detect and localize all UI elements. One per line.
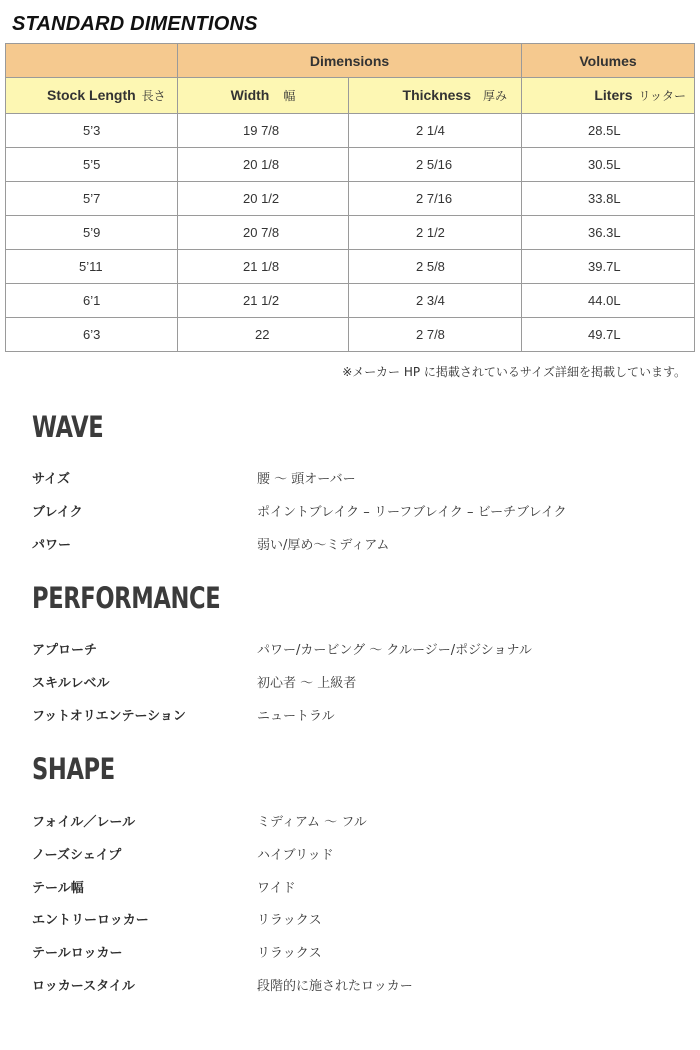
cell-length: 6’1 <box>6 284 178 318</box>
spec-row <box>32 975 672 995</box>
cell-liters: 30.5L <box>522 148 695 182</box>
cell-thickness: 2 7/16 <box>349 182 522 216</box>
cell-length: 5’11 <box>6 250 178 284</box>
table-row <box>6 284 695 318</box>
spec-label: フォイル／レール <box>32 815 136 830</box>
spec-label: スキルレベル <box>32 676 110 691</box>
cell-length: 6’3 <box>6 318 178 352</box>
spec-row <box>32 534 672 554</box>
spec-row <box>32 468 672 488</box>
cell-liters: 49.7L <box>522 318 695 352</box>
cell-liters: 39.7L <box>522 250 695 284</box>
column-header-liters-en: Liters <box>594 87 633 103</box>
spec-row <box>32 877 672 897</box>
table-row <box>6 114 695 148</box>
spec-label: テール幅 <box>32 881 84 896</box>
column-header-length-en: Stock Length <box>47 87 136 103</box>
column-header-liters <box>522 78 695 114</box>
spec-label: ロッカースタイル <box>32 979 135 994</box>
table-row <box>6 318 695 352</box>
column-header-length <box>6 78 178 114</box>
cell-length: 5’3 <box>6 114 178 148</box>
spec-value: リラックス <box>257 913 322 928</box>
spec-value: ポイントブレイク – リーフブレイク – ビーチブレイク <box>257 505 567 520</box>
cell-length: 5’9 <box>6 216 178 250</box>
spec-row <box>32 705 672 725</box>
cell-width: 19 7/8 <box>178 114 349 148</box>
table-row <box>6 250 695 284</box>
group-header-dimensions: Dimensions <box>178 44 522 78</box>
spec-label: パワー <box>32 538 72 553</box>
cell-liters: 36.3L <box>522 216 695 250</box>
cell-width: 20 1/2 <box>178 182 349 216</box>
cell-liters: 44.0L <box>522 284 695 318</box>
spec-value: 弱い/厚め〜ミディアム <box>257 538 390 553</box>
table-row <box>6 216 695 250</box>
table-row <box>6 148 695 182</box>
spec-value: パワー/カービング 〜 クルージー/ポジショナル <box>257 643 532 658</box>
group-header-volumes: Volumes <box>522 44 695 78</box>
column-header-thickness-jp: 厚み <box>483 89 508 103</box>
spec-row <box>32 501 672 521</box>
group-header-empty <box>6 44 178 78</box>
column-header-length-jp: 長さ <box>141 89 166 103</box>
cell-length: 5’7 <box>6 182 178 216</box>
table-row <box>6 182 695 216</box>
column-header-thickness <box>349 78 522 114</box>
standard-dimensions-title: STANDARD DIMENTIONS <box>12 13 258 35</box>
column-header-width-jp: 幅 <box>283 89 296 103</box>
column-header-liters-jp: リッター <box>638 89 687 103</box>
spec-label: フットオリエンテーション <box>32 709 186 724</box>
table-footnote: ※メーカー HP に掲載されているサイズ詳細を掲載しています。 <box>342 365 686 379</box>
spec-value: ハイブリッド <box>257 848 334 863</box>
cell-thickness: 2 3/4 <box>349 284 522 318</box>
spec-value: 腰 〜 頭オーバー <box>257 472 356 487</box>
cell-width: 21 1/2 <box>178 284 349 318</box>
cell-length: 5’5 <box>6 148 178 182</box>
section-title-shape: SHAPE <box>32 752 115 786</box>
cell-width: 20 7/8 <box>178 216 349 250</box>
spec-row <box>32 672 672 692</box>
dimensions-table <box>5 43 695 352</box>
cell-width: 20 1/8 <box>178 148 349 182</box>
spec-value: 初心者 〜 上級者 <box>257 676 357 691</box>
spec-value: 段階的に施されたロッカー <box>257 979 413 994</box>
column-header-width-en: Width <box>230 87 270 103</box>
spec-value: ワイド <box>257 881 296 896</box>
cell-thickness: 2 5/8 <box>349 250 522 284</box>
table-group-header-row <box>6 44 695 78</box>
cell-thickness: 2 7/8 <box>349 318 522 352</box>
spec-label: ブレイク <box>32 505 83 520</box>
section-title-wave: WAVE <box>32 410 104 444</box>
table-column-header-row <box>6 78 695 114</box>
cell-width: 21 1/8 <box>178 250 349 284</box>
spec-label: ノーズシェイプ <box>32 848 122 863</box>
cell-width: 22 <box>178 318 349 352</box>
spec-row <box>32 942 672 962</box>
spec-value: リラックス <box>257 946 322 961</box>
spec-label: テールロッカー <box>32 946 123 961</box>
spec-row <box>32 844 672 864</box>
spec-row <box>32 639 672 659</box>
column-header-width <box>178 78 349 114</box>
cell-liters: 33.8L <box>522 182 695 216</box>
spec-row <box>32 811 672 831</box>
section-title-performance: PERFORMANCE <box>32 581 221 615</box>
spec-label: アプローチ <box>32 643 98 658</box>
cell-thickness: 2 5/16 <box>349 148 522 182</box>
cell-thickness: 2 1/2 <box>349 216 522 250</box>
cell-liters: 28.5L <box>522 114 695 148</box>
spec-label: サイズ <box>32 472 70 487</box>
cell-thickness: 2 1/4 <box>349 114 522 148</box>
spec-label: エントリーロッカー <box>32 913 149 928</box>
column-header-thickness-en: Thickness <box>402 87 471 103</box>
spec-value: ニュートラル <box>257 709 335 724</box>
spec-value: ミディアム 〜 フル <box>257 815 367 830</box>
spec-row <box>32 909 672 929</box>
